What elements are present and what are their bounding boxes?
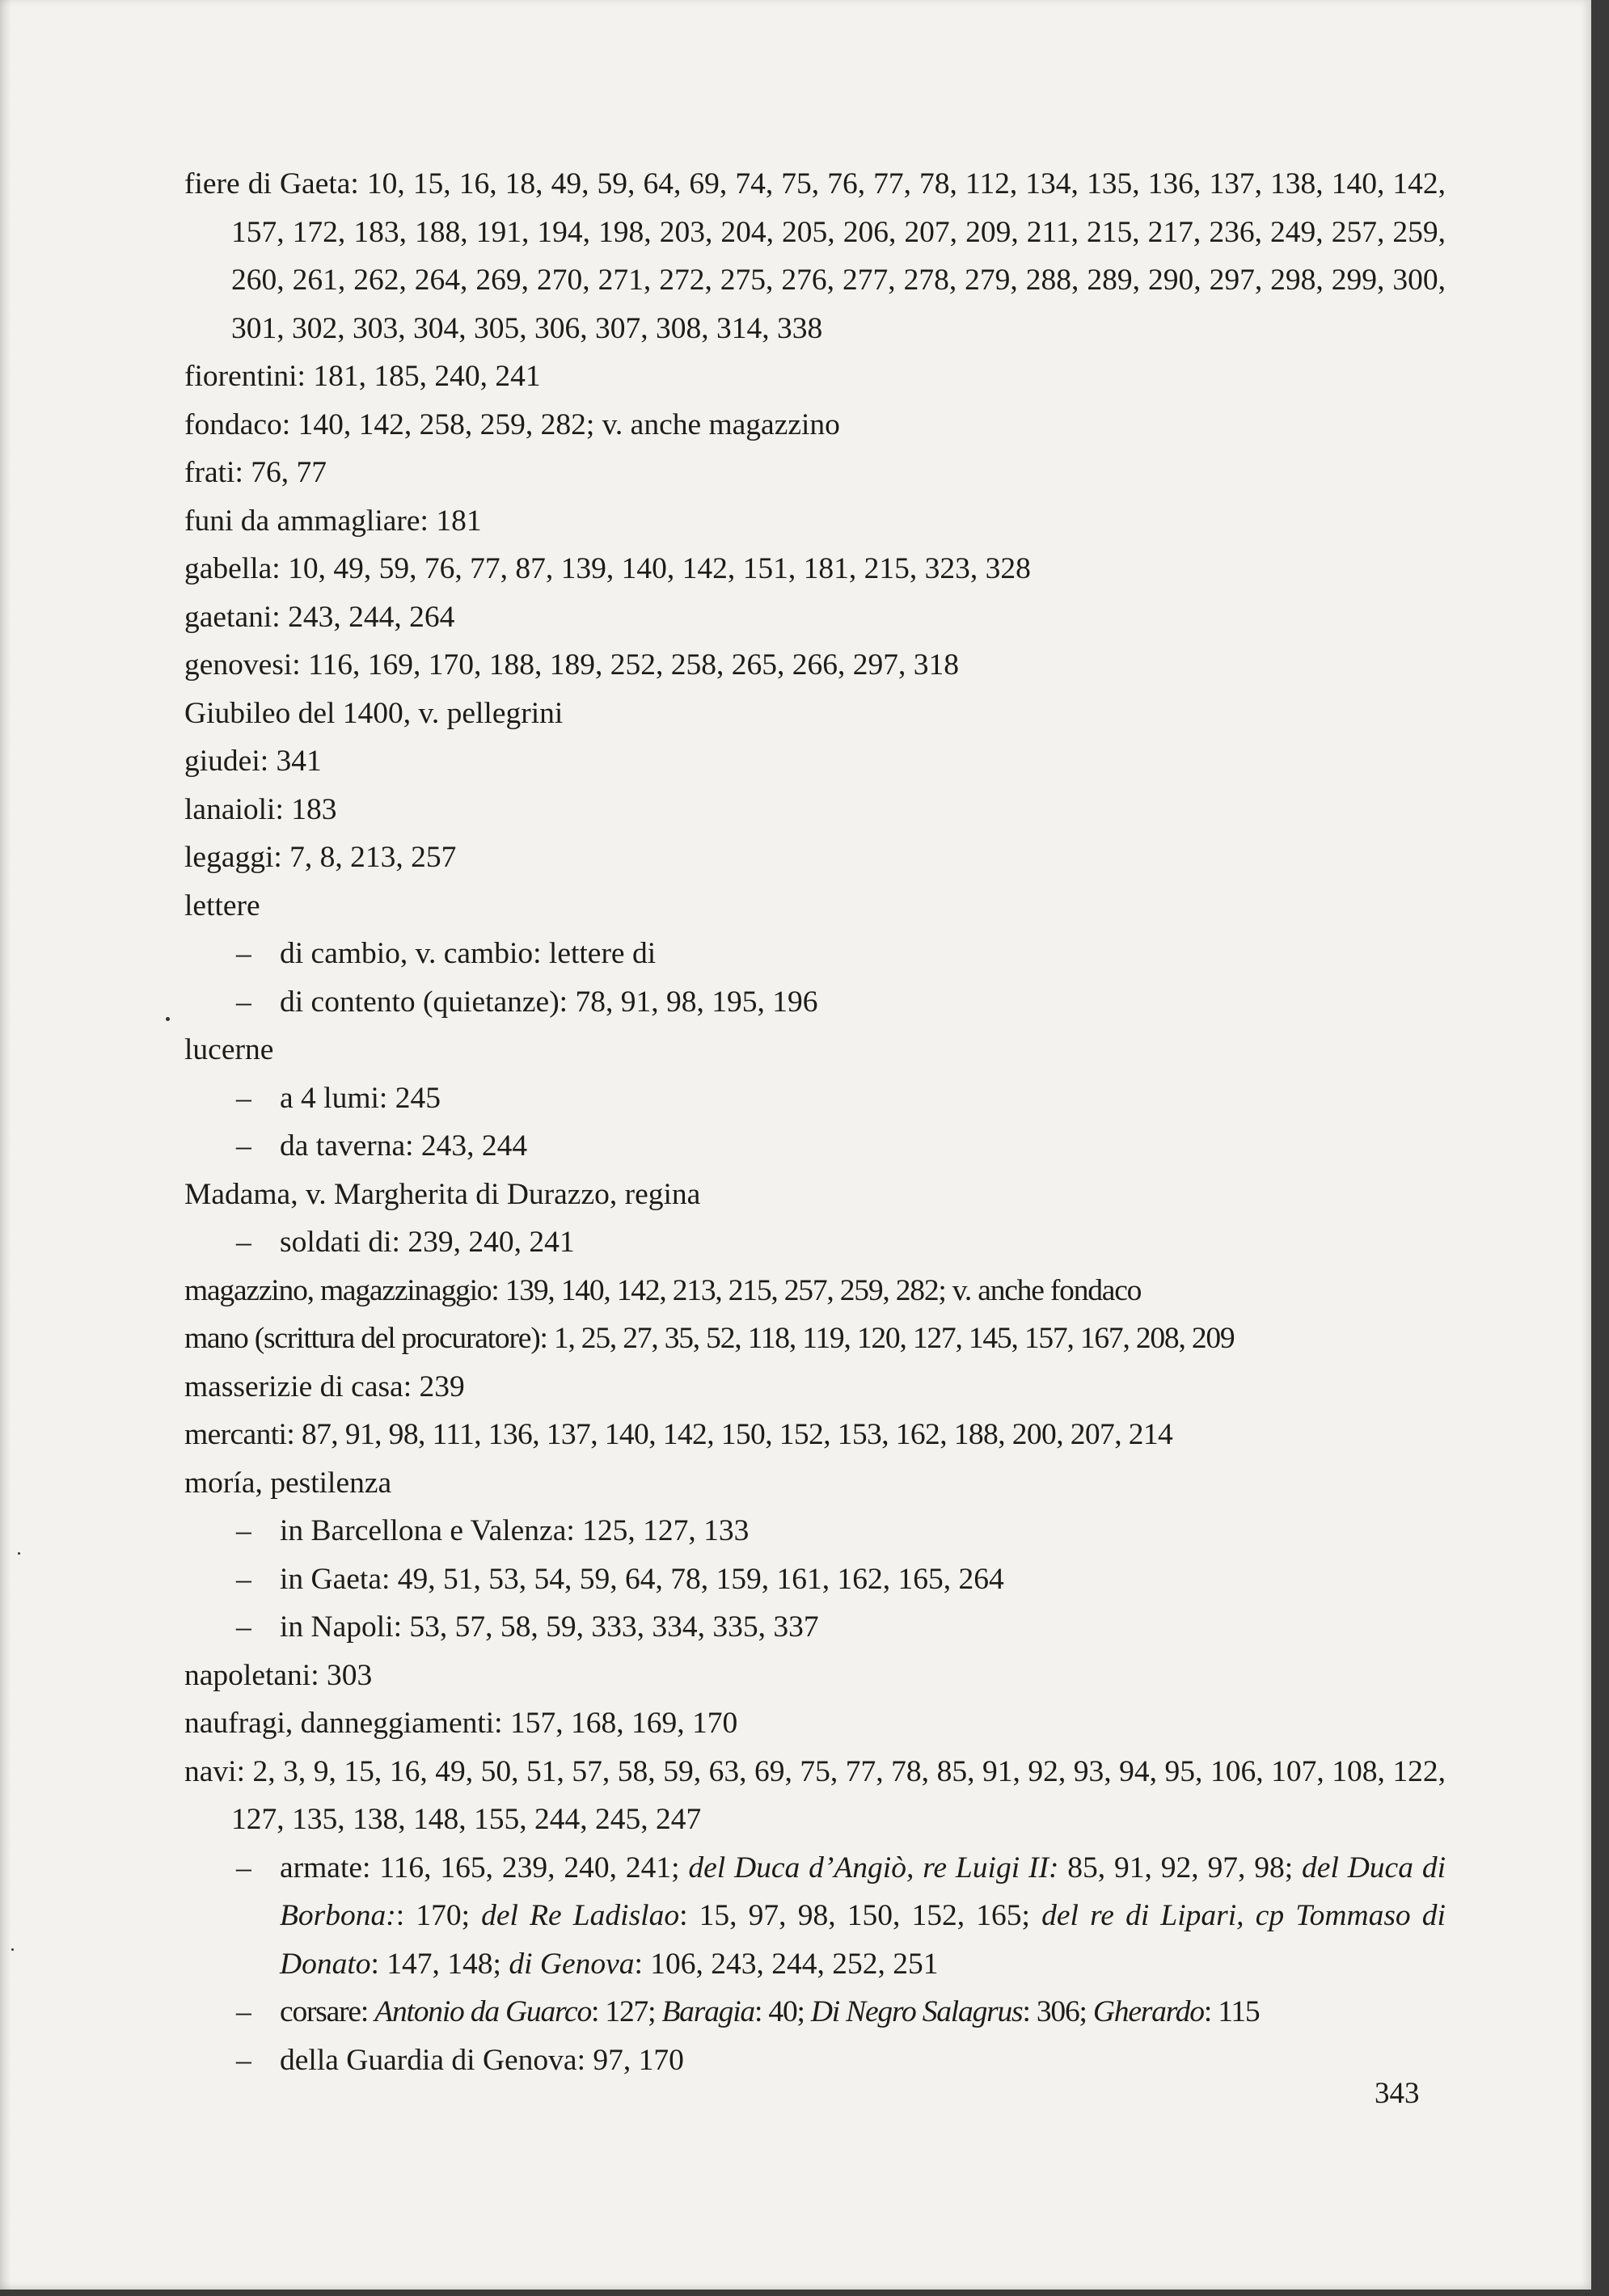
dash: – xyxy=(236,985,251,1019)
corsare-text: : 115 xyxy=(1203,1995,1260,2028)
corsare-italic: Di Negro Salagrus xyxy=(810,1995,1023,2028)
dash: – xyxy=(236,1514,251,1547)
index-subentry xyxy=(184,1122,1446,1171)
index-entry-madama: Madama, v. Margherita di Durazzo, regina xyxy=(184,1177,701,1211)
armate-italic: di Genova xyxy=(509,1947,635,1981)
armate-text: : 15, 97, 98, 150, 152, 165; xyxy=(679,1899,1042,1932)
corsare-text: : 127; xyxy=(591,1995,662,2028)
subentry-text: di cambio, v. cambio: lettere di xyxy=(280,937,657,970)
dash: – xyxy=(236,1995,251,2028)
armate-text: : 106, 243, 244, 252, 251 xyxy=(634,1947,939,1981)
index-entry-gabella: gabella: 10, 49, 59, 76, 77, 87, 139, 140, 142, 151, 181, 215, 323, 328 xyxy=(184,552,1031,585)
index-subentry xyxy=(184,2036,1446,2085)
subentry-text: a 4 lumi: 245 xyxy=(280,1081,441,1115)
index-entry-lanaioli: lanaioli: 183 xyxy=(184,792,337,826)
corsare-italic: Baragia xyxy=(661,1995,754,2028)
armate-text: armate: 116, 165, 239, 240, 241; xyxy=(280,1851,689,1884)
paper-speck xyxy=(11,1948,14,1951)
corsare-text: corsare: xyxy=(280,1995,375,2028)
index-entry-fiere: fiere di Gaeta: 10, 15, 16, 18, 49, 59, 64, 69, 74, 75, 76, 77, 78, 112, 134, 135, 136, 137, 138, 140, 142, 157, 172, 183, 188, 191, 194, 198, 203, 204, 205, 206, 207, 209, 211, 215, 217, 236, 249, 257, 259, 260, 261, 262, 264, 269, 270, 271, 272, 275, 276, 277, 278, 279, 288, 289, 290, 297, 298, 299, 300, 301, 302, 303, 304, 305, 306, 307, 308, 314, 338 xyxy=(184,167,1446,345)
index-subentry-corsare xyxy=(184,1988,1446,2036)
dash: – xyxy=(236,1081,251,1115)
subentry-text: della Guardia di Genova: 97, 170 xyxy=(280,2043,684,2077)
index-entry-fiorentini: fiorentini: 181, 185, 240, 241 xyxy=(184,360,541,393)
dash: – xyxy=(236,1562,251,1596)
index-subentry xyxy=(184,930,1446,978)
index-subentry xyxy=(184,1603,1446,1652)
index-subentry xyxy=(184,1218,1446,1267)
index-entry-giubileo: Giubileo del 1400, v. pellegrini xyxy=(184,696,564,730)
index-subentry xyxy=(184,1074,1446,1123)
index-entry-lucerne: lucerne xyxy=(184,1033,274,1066)
armate-italic: del Duca di Borbona: xyxy=(280,1851,1446,1932)
armate-italic: del Duca d’Angiò, re Luigi II: xyxy=(688,1851,1059,1884)
index-entry-magazzino: magazzino, magazzinaggio: 139, 140, 142, 213, 215, 257, 259, 282; v. anche fondaco xyxy=(184,1273,1142,1307)
index-entry-napoletani: napoletani: 303 xyxy=(184,1658,373,1692)
subentry-text: in Gaeta: 49, 51, 53, 54, 59, 64, 78, 159, 161, 162, 165, 264 xyxy=(280,1562,1004,1596)
page-number: 343 xyxy=(1375,2077,1420,2110)
subentry-text: in Barcellona e Valenza: 125, 127, 133 xyxy=(280,1514,750,1547)
index-entry-masserizie: masserizie di casa: 239 xyxy=(184,1370,465,1403)
index-subentry-armate xyxy=(184,1844,1446,1989)
dash: – xyxy=(236,937,251,970)
index-subentry xyxy=(184,978,1446,1027)
index-entry-giudei: giudei: 341 xyxy=(184,745,322,778)
index-entry-mercanti: mercanti: 87, 91, 98, 111, 136, 137, 140, 142, 150, 152, 153, 162, 188, 200, 207, 214 xyxy=(184,1418,1173,1451)
index-entry-frati: frati: 76, 77 xyxy=(184,456,327,489)
dash: – xyxy=(236,1129,251,1163)
index-entry-navi: navi: 2, 3, 9, 15, 16, 49, 50, 51, 57, 58, 59, 63, 69, 75, 77, 78, 85, 91, 92, 93, 94, 95, 106, 107, 108, 122, 127, 135, 138, 148, 155, 244, 245, 247 xyxy=(184,1754,1446,1836)
index-entry-lettere: lettere xyxy=(184,888,260,922)
armate-text: : 147, 148; xyxy=(370,1947,509,1981)
index-column xyxy=(184,160,1446,2084)
corsare-italic: Antonio da Guarco xyxy=(374,1995,592,2028)
index-entry-naufragi: naufragi, danneggiamenti: 157, 168, 169, 170 xyxy=(184,1707,738,1740)
index-entry-moria: moría, pestilenza xyxy=(184,1466,392,1500)
subentry-text: soldati di: 239, 240, 241 xyxy=(280,1226,575,1259)
paper-speck xyxy=(18,1552,20,1555)
dash: – xyxy=(236,1610,251,1644)
paper-speck xyxy=(166,1017,170,1021)
index-entry-fondaco: fondaco: 140, 142, 258, 259, 282; v. anche magazzino xyxy=(184,407,840,441)
index-entry-funi: funi da ammagliare: 181 xyxy=(184,504,482,538)
corsare-text: : 40; xyxy=(754,1995,811,2028)
index-subentry xyxy=(184,1555,1446,1604)
page-gutter-shadow xyxy=(0,0,11,2290)
index-subentry xyxy=(184,1507,1446,1555)
subentry-text: di contento (quietanze): 78, 91, 98, 195, 196 xyxy=(280,985,818,1019)
armate-italic: del re di Lipari, cp Tommaso di Donato xyxy=(280,1899,1446,1981)
dash: – xyxy=(236,1226,251,1259)
corsare-italic: Gherardo xyxy=(1092,1995,1204,2028)
dash: – xyxy=(236,1851,251,1884)
index-entry-legaggi: legaggi: 7, 8, 213, 257 xyxy=(184,841,457,874)
subentry-text: in Napoli: 53, 57, 58, 59, 333, 334, 335, 337 xyxy=(280,1610,819,1644)
index-entry-genovesi: genovesi: 116, 169, 170, 188, 189, 252, 258, 265, 266, 297, 318 xyxy=(184,648,959,682)
armate-text: : 170; xyxy=(395,1899,482,1932)
corsare-text: : 306; xyxy=(1022,1995,1093,2028)
index-entry-gaetani: gaetani: 243, 244, 264 xyxy=(184,600,455,634)
index-entry-mano: mano (scrittura del procuratore): 1, 25, 27, 35, 52, 118, 119, 120, 127, 145, 157, 167, 208, 209 xyxy=(184,1322,1235,1355)
armate-text: 85, 91, 92, 97, 98; xyxy=(1058,1851,1303,1884)
subentry-text: da taverna: 243, 244 xyxy=(280,1129,528,1163)
armate-italic: del Re Ladislao xyxy=(481,1899,680,1932)
dash: – xyxy=(236,2043,251,2077)
